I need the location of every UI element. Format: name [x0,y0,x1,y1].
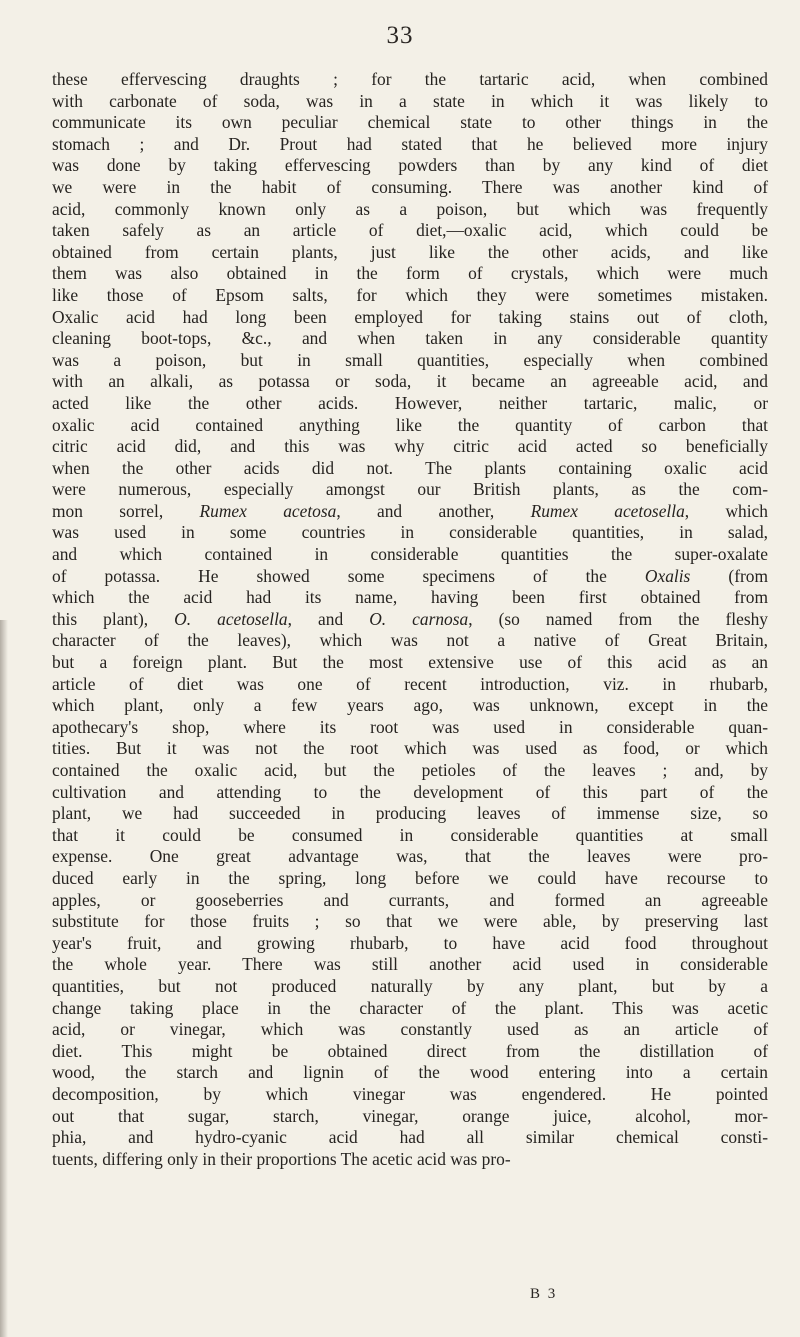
text-line: Oxalic acid had long been employed for taking stains out of cloth, [52,306,768,327]
text-line: apothecary's shop, where its root was used in considerable quan- [52,716,768,737]
text-line: change taking place in the character of the plant. This was acetic [52,997,768,1018]
text-line: wood, the starch and lignin of the wood entering into a certain [52,1062,768,1083]
text-line: decomposition, by which vinegar was engendered. He pointed [52,1083,768,1104]
text-line: contained the oxalic acid, but the petioles of the leaves ; and, by [52,760,768,780]
text-line: oxalic acid contained anything like the quantity of carbon that [52,414,768,435]
text-line: mon sorrel, Rumex acetosa, and another, Rumex acetosella, which [52,500,768,521]
text-line: with carbonate of soda, was in a state in which it was likely to [52,90,768,111]
text-line: tuents, differing only in their proportions The acetic acid was pro- [52,1148,511,1169]
page-number: 33 [386,22,414,49]
text-line: duced early in the spring, long before we could have recourse to [52,867,768,888]
text-line: and which contained in considerable quantities the super-oxalate [52,544,768,565]
text-line: which the acid had its name, having been first obtained from [52,587,768,608]
text-line: cultivation and attending to the development of this part of the [52,781,768,802]
text-line: with an alkali, as potassa or soda, it became an agreeable acid, and [52,371,768,392]
text-line: acid, or vinegar, which was constantly used as an article of [52,1019,768,1040]
text-line: acted like the other acids. However, neither tartaric, malic, or [52,392,768,413]
text-line: like those of Epsom salts, for which they were sometimes mistaken. [52,284,768,305]
text-line: tities. But it was not the root which was used as food, or which [52,738,768,759]
text-line: apples, or gooseberries and currants, and formed an agreeable [52,889,768,910]
text-line: expense. One great advantage was, that the leaves were pro- [52,846,768,867]
text-line: stomach ; and Dr. Prout had stated that he believed more injury [52,133,768,154]
text-line: citric acid did, and this was why citric acid acted so beneficially [52,436,768,457]
text-line: out that sugar, starch, vinegar, orange juice, alcohol, mor- [52,1105,768,1126]
text-line: acid, commonly known only as a poison, but which was frequently [52,198,768,219]
text-line: substitute for those fruits ; so that we were able, by preserving last [52,911,768,932]
text-line: this plant), O. acetosella, and O. carnosa, (so named from the fleshy [52,608,768,629]
text-line: were numerous, especially amongst our British plants, as the com- [52,479,768,500]
text-line: these effervescing draughts ; for the tartaric acid, when combined [52,69,768,89]
text-line: when the other acids did not. The plants containing oxalic acid [52,457,768,478]
text-line: plant, we had succeeded in producing leaves of immense size, so [52,803,768,824]
text-line: we were in the habit of consuming. There was another kind of [52,176,768,197]
text-line: them was also obtained in the form of crystals, which were much [52,263,768,284]
text-line: that it could be consumed in considerable quantities at small [52,824,768,845]
text-line: was done by taking effervescing powders than by any kind of diet [52,155,768,176]
text-line: phia, and hydro-cyanic acid had all similar chemical consti- [52,1127,768,1148]
text-line: but a foreign plant. But the most extensive use of this acid as an [52,652,768,673]
text-line: was a poison, but in small quantities, especially when combined [52,349,768,370]
page-gutter-shadow [0,620,8,1337]
text-line: cleaning boot-tops, &c., and when taken in any considerable quantity [52,328,768,349]
text-line: which plant, only a few years ago, was unknown, except in the [52,695,768,716]
text-line: diet. This might be obtained direct from the distillation of [52,1040,768,1061]
printer-signature-mark: B 3 [530,1286,558,1302]
text-line: quantities, but not produced naturally by any plant, but by a [52,975,768,996]
body-text [52,69,768,1170]
text-line: was used in some countries in considerable quantities, in salad, [52,522,768,543]
text-line: communicate its own peculiar chemical state to other things in the [52,112,768,133]
text-line: of potassa. He showed some specimens of the Oxalis (from [52,565,768,586]
text-line: year's fruit, and growing rhubarb, to have acid food throughout [52,932,768,953]
text-line: article of diet was one of recent introduction, viz. in rhubarb, [52,673,768,694]
text-line: obtained from certain plants, just like the other acids, and like [52,241,768,262]
text-line: character of the leaves), which was not a native of Great Britain, [52,630,768,651]
text-line: taken safely as an article of diet,—oxalic acid, which could be [52,220,768,241]
text-line: the whole year. There was still another acid used in considerable [52,954,768,975]
